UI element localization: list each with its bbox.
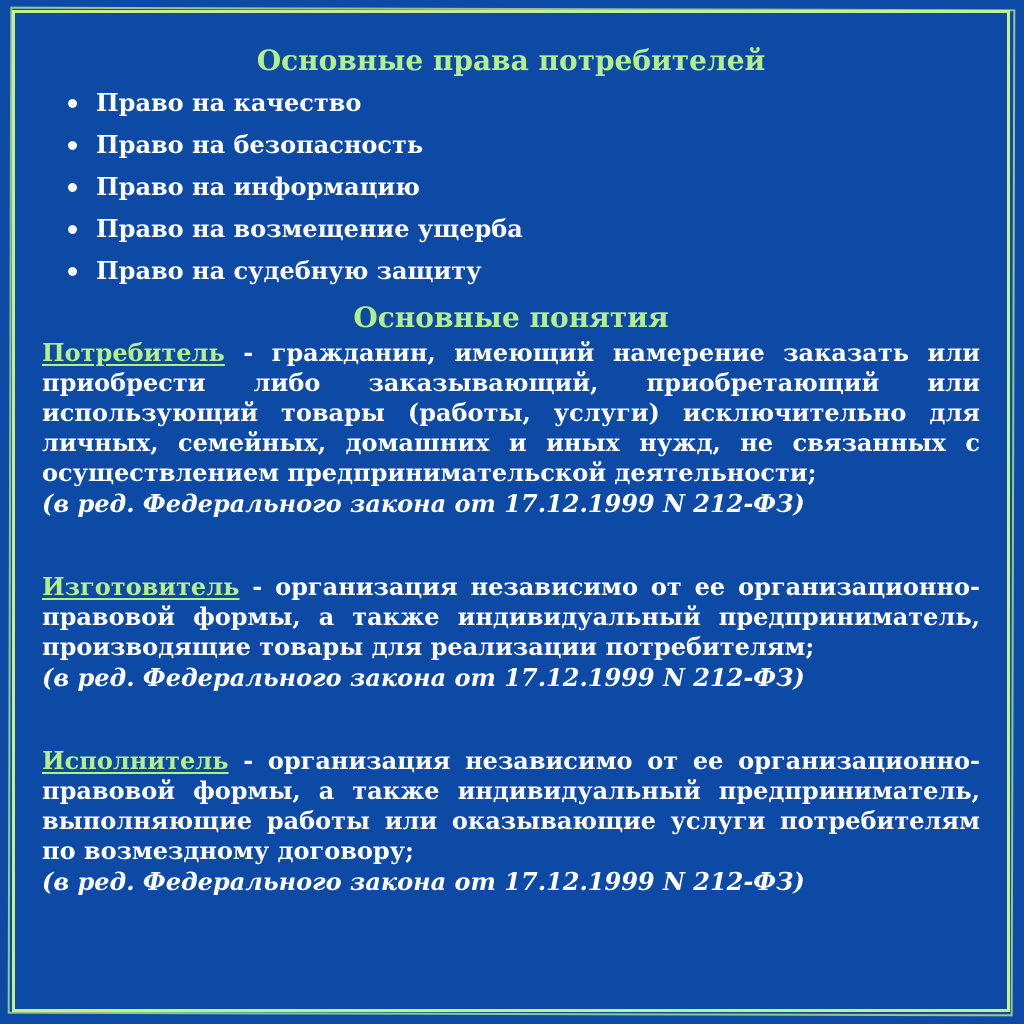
right-label: Право на судебную защиту — [96, 256, 482, 285]
definition-text — [42, 746, 980, 866]
law-reference-note: (в ред. Федерального закона от 17.12.1999 N 212-ФЗ) — [42, 867, 805, 896]
bullet-icon — [68, 141, 77, 150]
law-reference-note: (в ред. Федерального закона от 17.12.1999 N 212-ФЗ) — [42, 663, 805, 692]
list-item — [62, 208, 980, 250]
bullet-icon — [68, 225, 77, 234]
bullet-icon — [68, 99, 77, 108]
list-item — [62, 124, 980, 166]
definition-body: - организация независимо от ее организационно-правовой формы, а также индивидуальный предприниматель, производящие товары для реализации потребителям; — [42, 572, 980, 661]
right-label: Право на безопасность — [96, 130, 424, 159]
rights-title: Основные права потребителей — [256, 44, 766, 77]
bullet-icon — [68, 267, 77, 276]
right-label: Право на информацию — [96, 172, 420, 201]
right-label: Право на возмещение ущерба — [96, 214, 523, 243]
list-item — [62, 250, 980, 292]
definition-body: - организация независимо от ее организационно-правовой формы, а также индивидуальный предприниматель, выполняющие работы или оказывающие услуги потребителям по возмездному договору; — [42, 746, 980, 865]
definition-contractor — [42, 746, 980, 898]
definition-text — [42, 572, 980, 662]
definition-term: Исполнитель — [42, 746, 229, 775]
definition-manufacturer — [42, 572, 980, 694]
list-item — [62, 166, 980, 208]
concepts-title: Основные понятия — [353, 301, 669, 334]
rights-list — [62, 82, 980, 292]
poster-content — [42, 40, 980, 898]
list-item — [62, 82, 980, 124]
right-label: Право на качество — [96, 88, 362, 117]
definition-text — [42, 338, 980, 488]
definition-term: Изготовитель — [42, 572, 240, 601]
definition-term: Потребитель — [42, 338, 225, 367]
bullet-icon — [68, 183, 77, 192]
law-reference-note: (в ред. Федерального закона от 17.12.1999 N 212-ФЗ) — [42, 489, 805, 518]
definition-body: - гражданин, имеющий намерение заказать или приобрести либо заказывающий, приобретающий или использующий товары (работы, услуги) исключительно для личных, семейных, домашних и иных нужд, не связанных с осуществлением предпринимательской деятельности; — [42, 338, 980, 487]
definition-consumer — [42, 338, 980, 520]
